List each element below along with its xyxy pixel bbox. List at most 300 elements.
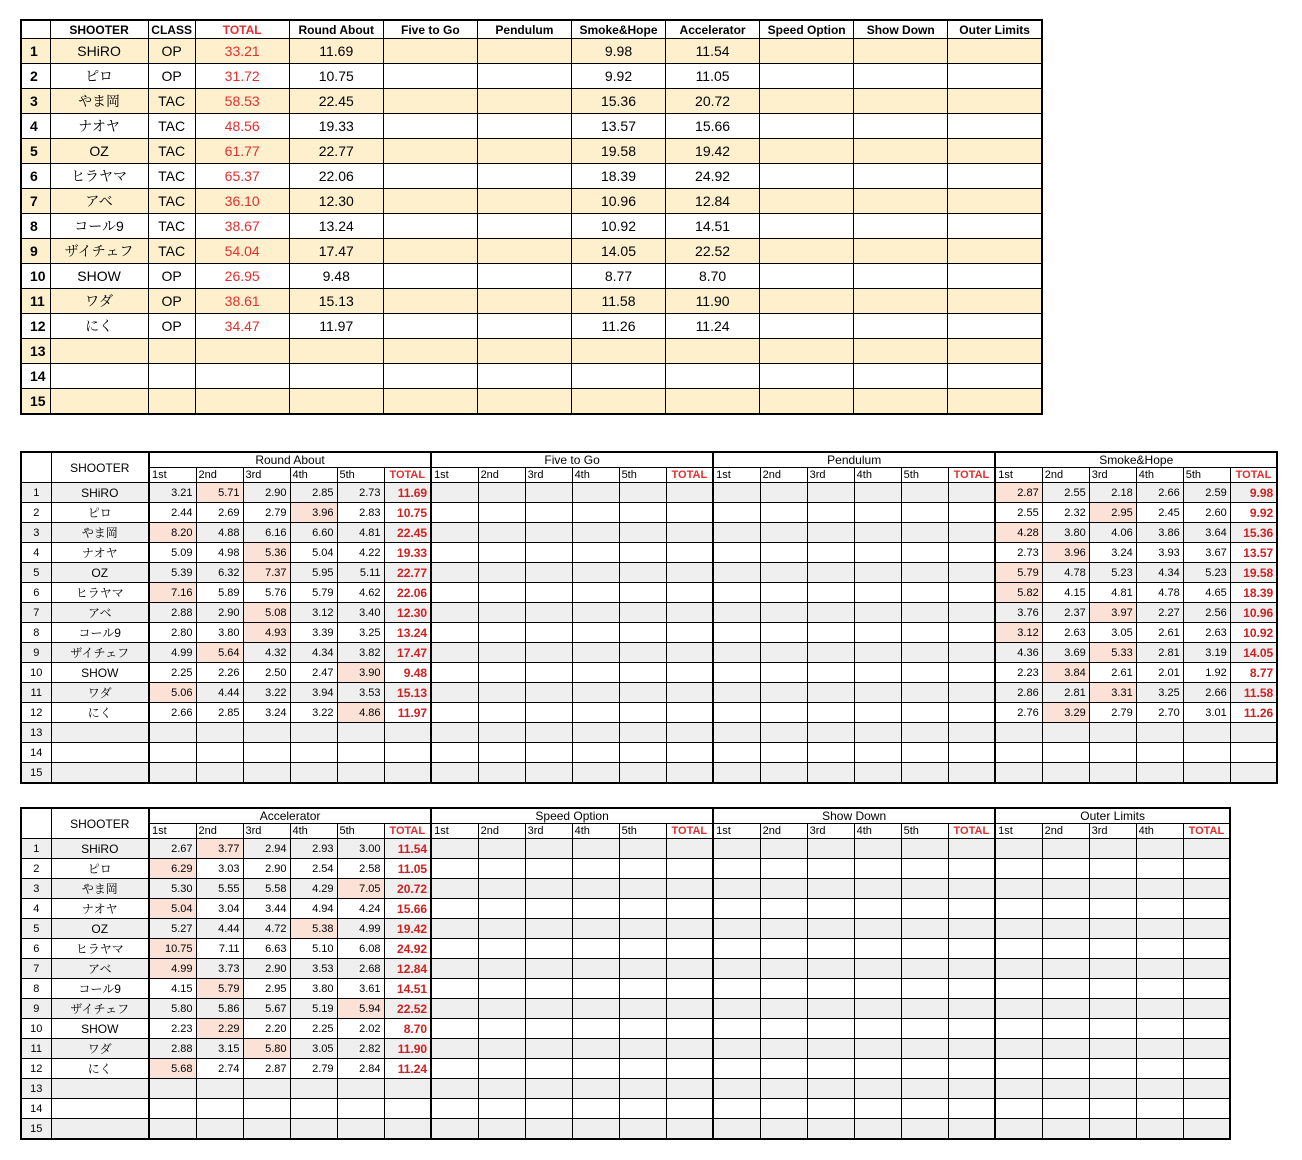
string-time: 3.80 [196, 623, 243, 643]
string-time [478, 919, 525, 939]
shooter-name [51, 723, 149, 743]
string-time [901, 999, 948, 1019]
string-time [572, 663, 619, 683]
stage-time-accelerator: 15.66 [666, 114, 760, 139]
string-time [1136, 1099, 1183, 1119]
string-time [760, 859, 807, 879]
string-time: 5.08 [243, 603, 290, 623]
string-time [478, 523, 525, 543]
string-time [901, 503, 948, 523]
stage-total-header: TOTAL [384, 468, 431, 483]
string-time [619, 663, 666, 683]
string-time [995, 959, 1042, 979]
shooter-class: OP [148, 39, 195, 64]
string-time [337, 743, 384, 763]
string-time [431, 839, 478, 859]
string-time [431, 1019, 478, 1039]
string-time: 3.22 [243, 683, 290, 703]
shooter-row [21, 603, 1277, 623]
row-number: 9 [21, 239, 50, 264]
stage-total: 9.92 [1230, 503, 1277, 523]
stage-time-accelerator: 24.92 [666, 164, 760, 189]
string-time: 7.11 [196, 939, 243, 959]
shooter-class [148, 339, 195, 364]
summary-row [21, 239, 1042, 264]
stage-total [1183, 1119, 1230, 1140]
string-time [619, 1059, 666, 1079]
stage-total: 18.39 [1230, 583, 1277, 603]
string-time [431, 683, 478, 703]
stage-name-row [21, 452, 1277, 468]
stage-time-show-down [854, 39, 948, 64]
string-time [995, 899, 1042, 919]
stage-time-show-down [854, 189, 948, 214]
shooter-name: アベ [50, 189, 148, 214]
string-time [713, 939, 760, 959]
stage-total [1230, 763, 1277, 784]
summary-row [21, 89, 1042, 114]
total-time [195, 389, 289, 415]
stage-total [948, 503, 995, 523]
string-time [901, 623, 948, 643]
string-time [431, 503, 478, 523]
string-time [525, 939, 572, 959]
string-label: 1st [431, 824, 478, 839]
stage-time-five-to-go [383, 314, 477, 339]
stage-total [666, 483, 713, 503]
string-time: 4.93 [243, 623, 290, 643]
stage-total [1183, 919, 1230, 939]
stage-total [948, 583, 995, 603]
stage-time-pendulum [477, 214, 571, 239]
stage-total [1183, 1079, 1230, 1099]
string-time [760, 723, 807, 743]
string-time [525, 543, 572, 563]
string-time: 3.04 [196, 899, 243, 919]
string-time [995, 1019, 1042, 1039]
string-time [901, 879, 948, 899]
string-time [337, 1079, 384, 1099]
string-time [1136, 1079, 1183, 1099]
string-time [807, 763, 854, 784]
string-time: 2.59 [1183, 483, 1230, 503]
string-time: 3.15 [196, 1039, 243, 1059]
string-time [478, 663, 525, 683]
string-time [1089, 763, 1136, 784]
shooter-name: ナオヤ [51, 543, 149, 563]
string-time: 4.15 [1042, 583, 1089, 603]
string-time [619, 503, 666, 523]
shooter-row [21, 999, 1230, 1019]
stage-total [1183, 999, 1230, 1019]
stage-time-outer-limits [948, 239, 1042, 264]
row-number: 6 [21, 583, 51, 603]
string-time [619, 859, 666, 879]
string-time: 2.85 [196, 703, 243, 723]
stage-total [1183, 899, 1230, 919]
string-time [1042, 999, 1089, 1019]
stage-time-round-about: 13.24 [289, 214, 383, 239]
string-time: 2.45 [1136, 503, 1183, 523]
string-time [995, 1039, 1042, 1059]
stage-total [666, 703, 713, 723]
stage-time-speed-option [760, 189, 854, 214]
string-time [901, 1099, 948, 1119]
string-time: 5.11 [337, 563, 384, 583]
string-time: 3.80 [290, 979, 337, 999]
string-time: 2.74 [196, 1059, 243, 1079]
string-time [854, 839, 901, 859]
string-time: 4.29 [290, 879, 337, 899]
string-time [572, 839, 619, 859]
string-time [1042, 939, 1089, 959]
shooter-name [50, 389, 148, 415]
stage-time-outer-limits [948, 164, 1042, 189]
string-time: 3.05 [290, 1039, 337, 1059]
string-time: 4.06 [1089, 523, 1136, 543]
stage-total: 9.48 [384, 663, 431, 683]
string-time [760, 503, 807, 523]
shooter-class: OP [148, 264, 195, 289]
stage-total [948, 919, 995, 939]
stage-total [1230, 723, 1277, 743]
stage-total: 11.54 [384, 839, 431, 859]
stage-total [1183, 1059, 1230, 1079]
stage-total [1183, 979, 1230, 999]
shooter-name: コール9 [51, 979, 149, 999]
stage-total [666, 1019, 713, 1039]
row-number: 1 [21, 483, 51, 503]
string-time: 6.63 [243, 939, 290, 959]
shooter-name: OZ [50, 139, 148, 164]
string-time: 3.76 [995, 603, 1042, 623]
string-time: 2.73 [337, 483, 384, 503]
string-time [196, 1119, 243, 1140]
shooter-class: TAC [148, 189, 195, 214]
string-time: 4.32 [243, 643, 290, 663]
string-label: 3rd [1089, 468, 1136, 483]
stage-time-outer-limits [948, 214, 1042, 239]
shooter-row [21, 1079, 1230, 1099]
string-time [807, 543, 854, 563]
header-class: CLASS [148, 20, 195, 39]
string-time [713, 603, 760, 623]
stage-time-accelerator [666, 389, 760, 415]
stage-total-header: TOTAL [948, 468, 995, 483]
row-number: 12 [21, 703, 51, 723]
string-time: 4.88 [196, 523, 243, 543]
string-time [1089, 939, 1136, 959]
stage-total: 12.84 [384, 959, 431, 979]
header-five-to-go: Five to Go [383, 20, 477, 39]
string-time [854, 683, 901, 703]
stage-time-speed-option [760, 339, 854, 364]
string-time [1042, 879, 1089, 899]
stage-time-five-to-go [383, 214, 477, 239]
string-time [713, 703, 760, 723]
string-time [713, 663, 760, 683]
string-time: 3.19 [1183, 643, 1230, 663]
string-time [431, 859, 478, 879]
stage-total: 20.72 [384, 879, 431, 899]
string-time: 4.22 [337, 543, 384, 563]
string-time [525, 999, 572, 1019]
stage-total [384, 1079, 431, 1099]
row-number: 1 [21, 39, 50, 64]
stage-time-show-down [854, 389, 948, 415]
string-time [290, 1079, 337, 1099]
string-time: 2.70 [1136, 703, 1183, 723]
string-time: 2.90 [196, 603, 243, 623]
string-time [478, 483, 525, 503]
string-time [901, 1119, 948, 1140]
string-time [572, 1099, 619, 1119]
stage-time-smoke-and-hope [571, 389, 665, 415]
string-time [525, 723, 572, 743]
string-label: 2nd [196, 468, 243, 483]
string-time: 6.60 [290, 523, 337, 543]
stage-total [948, 1079, 995, 1099]
stage-time-show-down [854, 314, 948, 339]
stage-total: 22.77 [384, 563, 431, 583]
string-time [290, 1099, 337, 1119]
string-time [478, 1099, 525, 1119]
stage-total [948, 999, 995, 1019]
header-smoke-and-hope: Smoke&Hope [571, 20, 665, 39]
shooter-name: ピロ [50, 64, 148, 89]
stage-time-round-about [289, 364, 383, 389]
string-label: 3rd [807, 824, 854, 839]
row-number: 10 [21, 663, 51, 683]
string-time [1136, 999, 1183, 1019]
string-time [713, 1059, 760, 1079]
stage-total [666, 919, 713, 939]
stage-time-speed-option [760, 364, 854, 389]
string-time: 5.23 [1183, 563, 1230, 583]
shooter-name: OZ [51, 919, 149, 939]
string-time [243, 1079, 290, 1099]
string-label: 4th [854, 468, 901, 483]
string-time [995, 839, 1042, 859]
shooter-name [51, 1119, 149, 1140]
shooter-row [21, 623, 1277, 643]
summary-table [20, 19, 1043, 415]
string-time: 2.88 [149, 1039, 196, 1059]
string-time: 5.94 [337, 999, 384, 1019]
string-time: 5.86 [196, 999, 243, 1019]
string-time [1042, 1059, 1089, 1079]
string-time: 2.79 [290, 1059, 337, 1079]
summary-row [21, 264, 1042, 289]
stage-total: 11.26 [1230, 703, 1277, 723]
string-time [995, 879, 1042, 899]
string-time: 2.63 [1042, 623, 1089, 643]
stage-total [666, 939, 713, 959]
stage-header-round-about: Round About [149, 452, 431, 468]
string-time [619, 959, 666, 979]
shooter-row [21, 939, 1230, 959]
shooter-row [21, 563, 1277, 583]
string-time [1136, 1039, 1183, 1059]
string-time [760, 839, 807, 859]
stage-total [948, 763, 995, 784]
stage-time-smoke-and-hope: 8.77 [571, 264, 665, 289]
stage-time-round-about: 11.97 [289, 314, 383, 339]
string-time: 2.84 [337, 1059, 384, 1079]
shooter-row [21, 643, 1277, 663]
string-time: 5.06 [149, 683, 196, 703]
string-time [713, 1039, 760, 1059]
string-time [854, 703, 901, 723]
string-time: 5.79 [995, 563, 1042, 583]
shooter-row [21, 723, 1277, 743]
string-time [1089, 839, 1136, 859]
string-time [572, 523, 619, 543]
string-time [1089, 899, 1136, 919]
string-time [807, 1019, 854, 1039]
string-time [760, 879, 807, 899]
stage-total: 19.42 [384, 919, 431, 939]
shooter-row [21, 919, 1230, 939]
total-time: 34.47 [195, 314, 289, 339]
string-time [431, 1059, 478, 1079]
stage-total: 19.33 [384, 543, 431, 563]
string-time [995, 979, 1042, 999]
string-time [807, 919, 854, 939]
row-number: 3 [21, 523, 51, 543]
stage-time-round-about: 17.47 [289, 239, 383, 264]
string-time [431, 583, 478, 603]
stage-header-outer-limits: Outer Limits [995, 808, 1230, 824]
stage-time-five-to-go [383, 364, 477, 389]
string-time: 2.27 [1136, 603, 1183, 623]
string-time [807, 1059, 854, 1079]
string-time [478, 763, 525, 784]
row-number: 14 [21, 1099, 51, 1119]
string-time [572, 879, 619, 899]
stage-total [666, 723, 713, 743]
shooter-row [21, 839, 1230, 859]
stage-time-speed-option [760, 314, 854, 339]
stage-time-pendulum [477, 264, 571, 289]
stage-time-accelerator [666, 339, 760, 364]
stage-time-accelerator: 20.72 [666, 89, 760, 114]
string-time: 2.95 [1089, 503, 1136, 523]
stage-time-five-to-go [383, 139, 477, 164]
string-time [478, 603, 525, 623]
string-time [995, 723, 1042, 743]
string-time [713, 999, 760, 1019]
string-time [713, 523, 760, 543]
string-time: 2.55 [1042, 483, 1089, 503]
stage-time-accelerator: 11.54 [666, 39, 760, 64]
string-time [478, 543, 525, 563]
string-time [713, 879, 760, 899]
string-time: 10.75 [149, 939, 196, 959]
string-time [854, 1119, 901, 1140]
string-time [149, 1119, 196, 1140]
row-number: 6 [21, 164, 50, 189]
stage-time-show-down [854, 264, 948, 289]
stage-time-smoke-and-hope: 19.58 [571, 139, 665, 164]
summary-row [21, 289, 1042, 314]
shooter-row [21, 583, 1277, 603]
string-time [572, 1119, 619, 1140]
shooter-row [21, 959, 1230, 979]
string-time [901, 643, 948, 663]
stage-time-outer-limits [948, 389, 1042, 415]
stage-total: 11.58 [1230, 683, 1277, 703]
string-time [854, 603, 901, 623]
shooter-name [51, 743, 149, 763]
shooter-name: ワダ [51, 683, 149, 703]
string-time [431, 1099, 478, 1119]
stage-time-five-to-go [383, 114, 477, 139]
string-time [760, 623, 807, 643]
stage-total [666, 1059, 713, 1079]
string-time [525, 663, 572, 683]
string-time [478, 643, 525, 663]
string-time: 5.38 [290, 919, 337, 939]
shooter-row [21, 979, 1230, 999]
stage-time-round-about: 22.45 [289, 89, 383, 114]
string-time [854, 483, 901, 503]
string-time: 5.04 [149, 899, 196, 919]
stage-time-pendulum [477, 64, 571, 89]
stage-total [666, 1119, 713, 1140]
string-time [290, 723, 337, 743]
string-time: 3.44 [243, 899, 290, 919]
stage-total [1183, 1019, 1230, 1039]
string-time [901, 1059, 948, 1079]
stage-total [948, 623, 995, 643]
shooter-name [51, 763, 149, 784]
string-time [1089, 743, 1136, 763]
string-label: 1st [713, 824, 760, 839]
string-time [1042, 1079, 1089, 1099]
string-label: 4th [1136, 468, 1183, 483]
stage-time-smoke-and-hope: 11.58 [571, 289, 665, 314]
row-number: 5 [21, 139, 50, 164]
string-time [713, 1119, 760, 1140]
stage-detail-table-1 [20, 451, 1278, 784]
stage-total [1183, 959, 1230, 979]
stage-time-round-about [289, 339, 383, 364]
row-number: 7 [21, 959, 51, 979]
string-time [1042, 763, 1089, 784]
string-time: 2.26 [196, 663, 243, 683]
string-time: 5.09 [149, 543, 196, 563]
stage-time-outer-limits [948, 89, 1042, 114]
string-time [807, 899, 854, 919]
string-time [431, 663, 478, 683]
string-time [1042, 919, 1089, 939]
stage-time-speed-option [760, 214, 854, 239]
stage-total [948, 1019, 995, 1039]
string-time: 6.16 [243, 523, 290, 543]
stage-time-five-to-go [383, 189, 477, 214]
stage-total [666, 959, 713, 979]
string-time [760, 1099, 807, 1119]
shooter-name: ピロ [51, 503, 149, 523]
string-time [431, 959, 478, 979]
shooter-name: ワダ [50, 289, 148, 314]
string-time [1136, 1059, 1183, 1079]
stage-total [1183, 1039, 1230, 1059]
string-time [525, 1039, 572, 1059]
string-time: 3.82 [337, 643, 384, 663]
string-time: 4.28 [995, 523, 1042, 543]
